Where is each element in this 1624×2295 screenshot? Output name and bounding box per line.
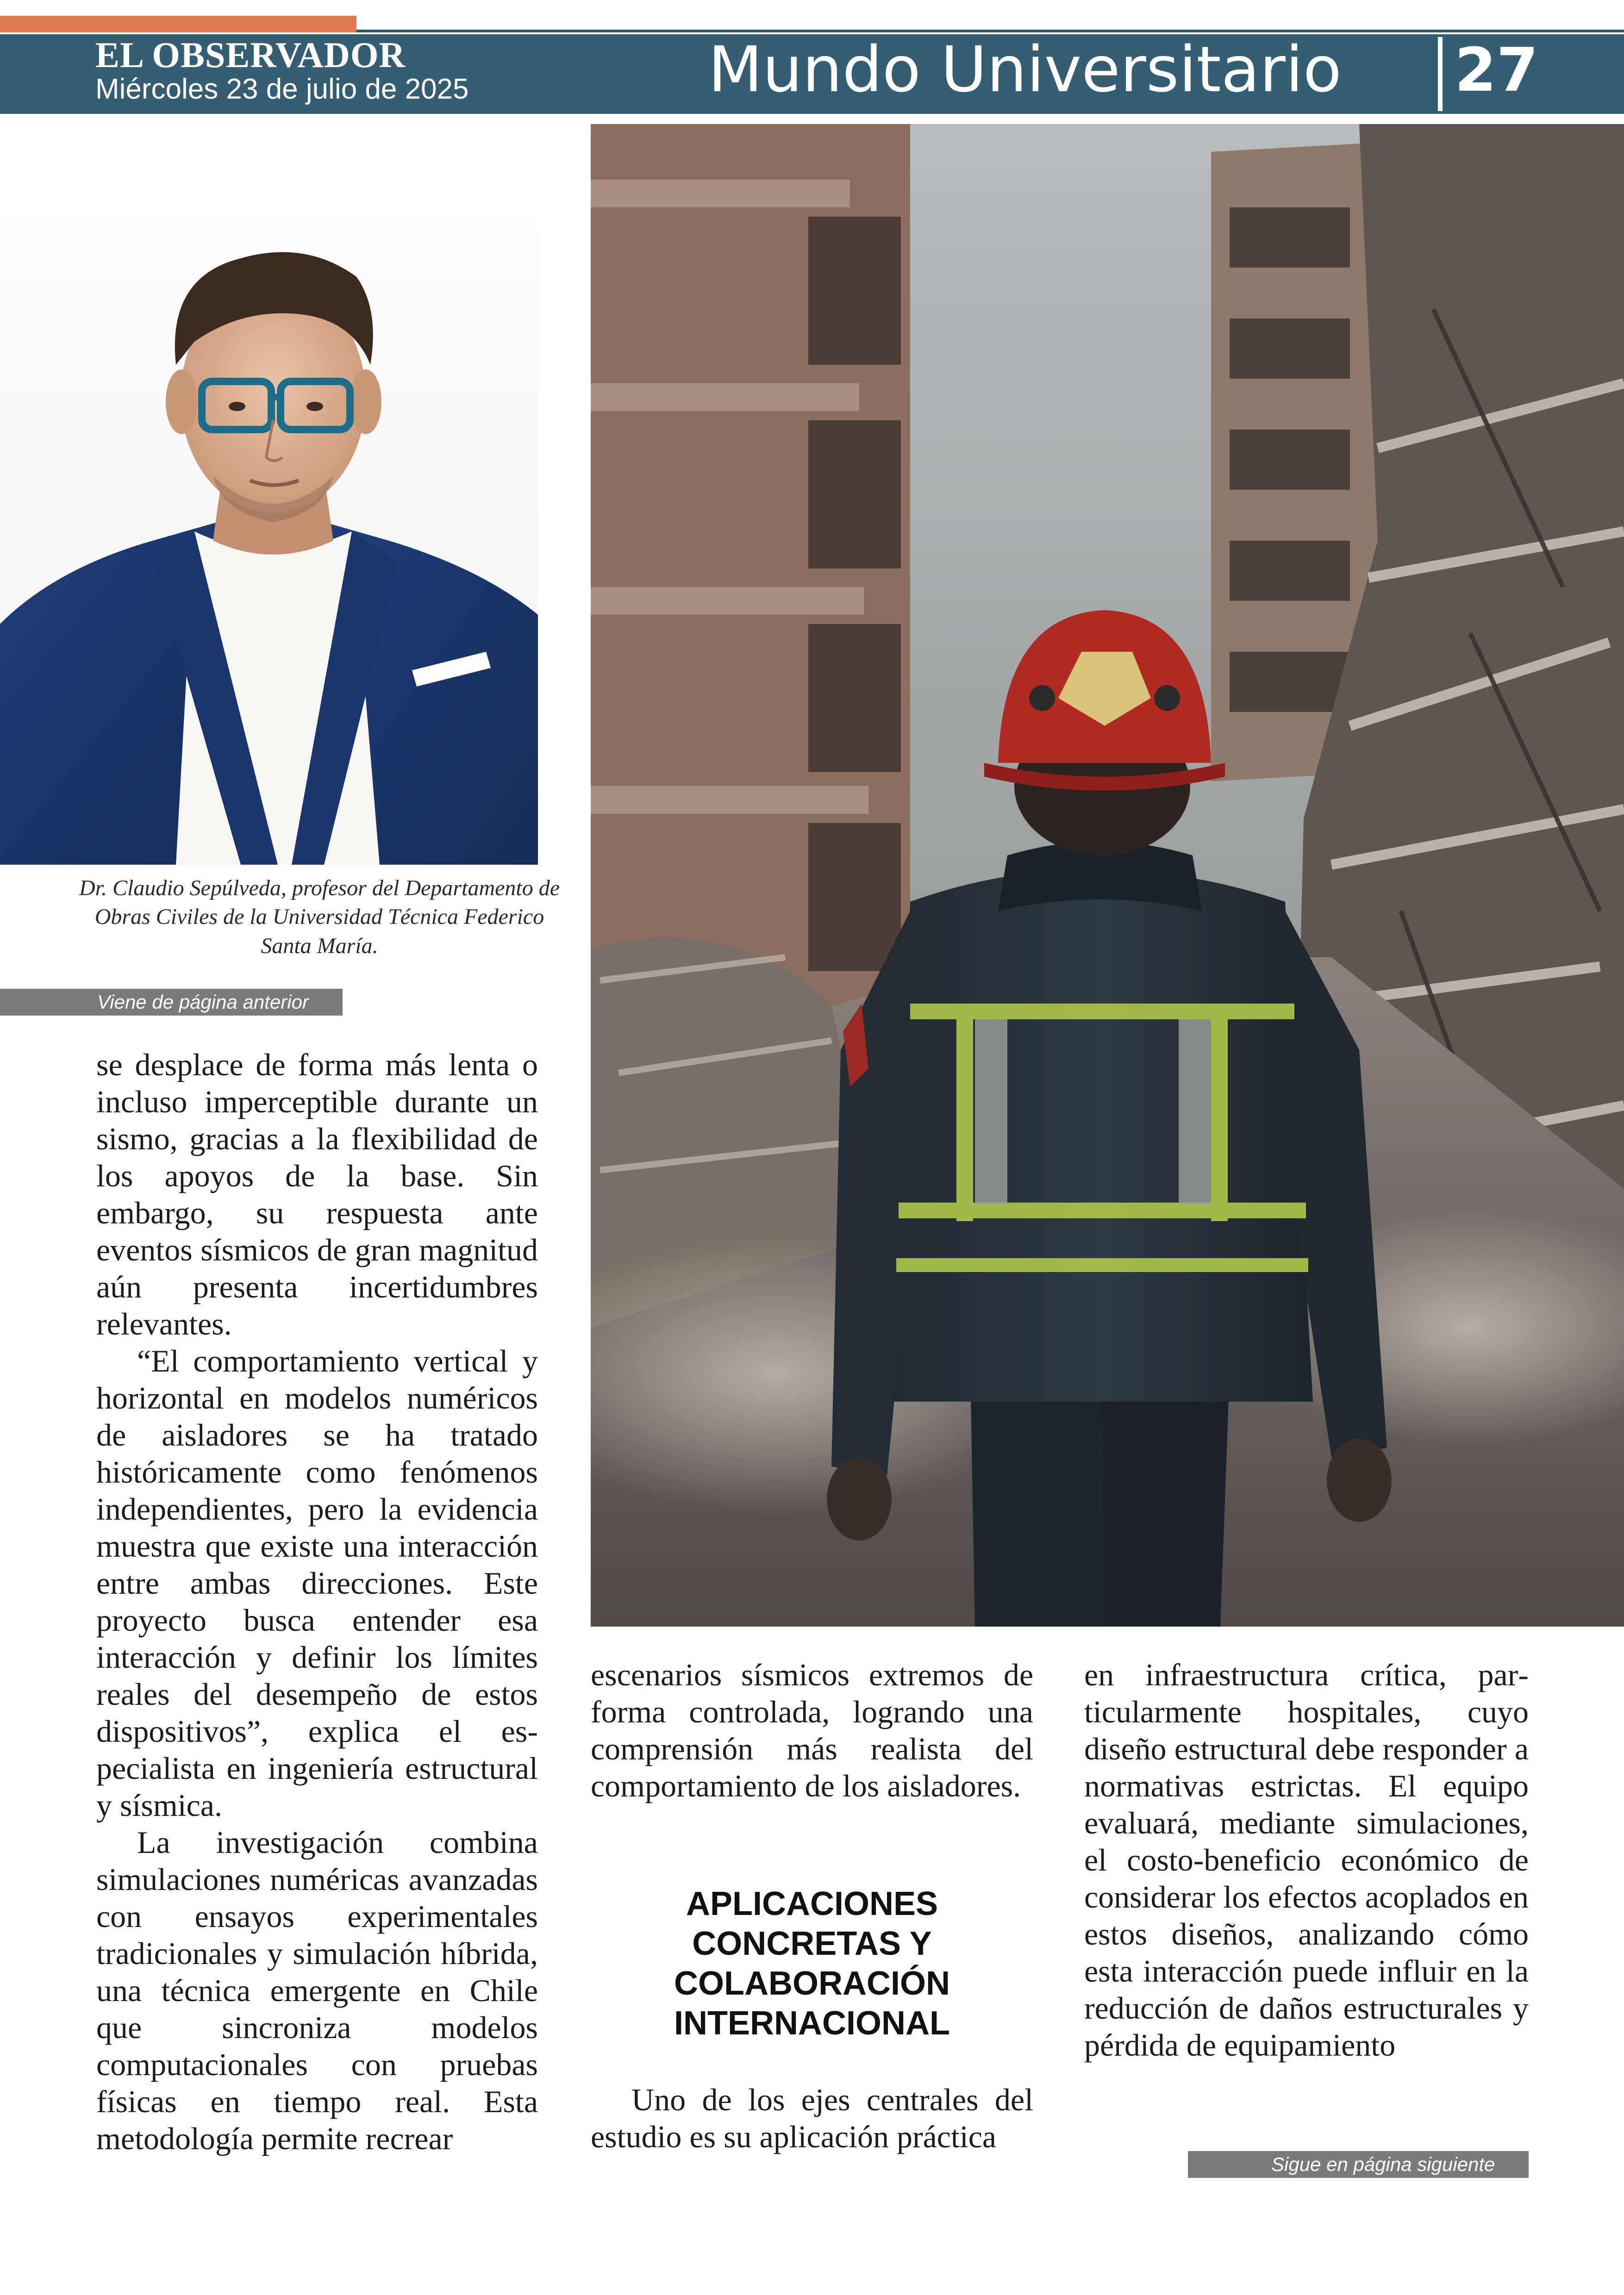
header-accent-bar: [0, 16, 356, 32]
masthead: EL OBSERVADOR: [95, 35, 406, 75]
paragraph: Uno de los ejes centrales del estudio es su aplicación práctica: [591, 2082, 1033, 2154]
article-column-2-continued: [591, 2081, 1033, 2155]
paragraph: se desplace de forma más lenta o incluso imperceptible durante un sismo, gracias a la flexibilidad de los apoyos de la base. Sin embargo, su respuesta ante eventos sísmicos de gran magnitud aún presenta incertidumbres relevantes.: [96, 1047, 538, 1341]
article-column-1: [96, 1046, 538, 2157]
page-number: 27: [1455, 35, 1538, 105]
section-title: Mundo Universitario: [708, 33, 1342, 106]
continued-next-tag: Sigue en página siguiente: [1188, 2151, 1529, 2178]
photo-caption: Dr. Claudio Sepúlveda, profesor del Departamento de Obras Civiles de la Universidad Técnica Federico Santa María.: [79, 876, 560, 958]
issue-date: Miércoles 23 de julio de 2025: [95, 73, 469, 105]
paragraph: “El comportamiento vertical y horizontal en modelos numéricos de aisladores se ha tratado históricamente como fenómenos independientes, pero la evidencia muestra que existe una interacción entre ambas direcciones. Este proyecto busca entender esa interacción y definir los límites reales del desempeño de estos dispositivos”, explica el especialista en ingeniería estructural y sísmica.: [96, 1343, 538, 1823]
continued-from-tag: Viene de página anterior: [0, 989, 343, 1016]
article-column-2: [591, 1656, 1033, 1804]
paragraph: escenarios sísmicos extremos de forma controlada, logrando una comprensión más realista del comportamiento de los aisladores.: [591, 1657, 1033, 1803]
section-subheading: APLICACIONES CONCRETAS Y COLABORACIÓN INTERNACIONAL: [674, 1885, 950, 2042]
paragraph: en infraestructura crítica, particularmente hospitales, cuyo diseño estructural debe responder a normativas estrictas. El equipo evaluará, mediante simulaciones, el costo-beneficio económico de considerar los efectos acoplados en estos diseños, analizando cómo esta interacción puede influir en la reducción de daños estructurales y pérdida de equipamiento: [1084, 1657, 1529, 2063]
paragraph: La investigación combina simulaciones numéricas avanzadas con ensayos experimentales tradicionales y simulación híbrida, una técnica emergente en Chile que sincroniza modelos computacionales con pruebas físicas en tiempo real. Esta metodología permite recrear: [96, 1825, 538, 2156]
article-column-3: [1084, 1656, 1529, 2064]
portrait-photo: [0, 124, 538, 865]
header-divider: [1438, 37, 1443, 111]
header-top-rule: [356, 30, 1624, 32]
main-photo: [591, 124, 1624, 1627]
